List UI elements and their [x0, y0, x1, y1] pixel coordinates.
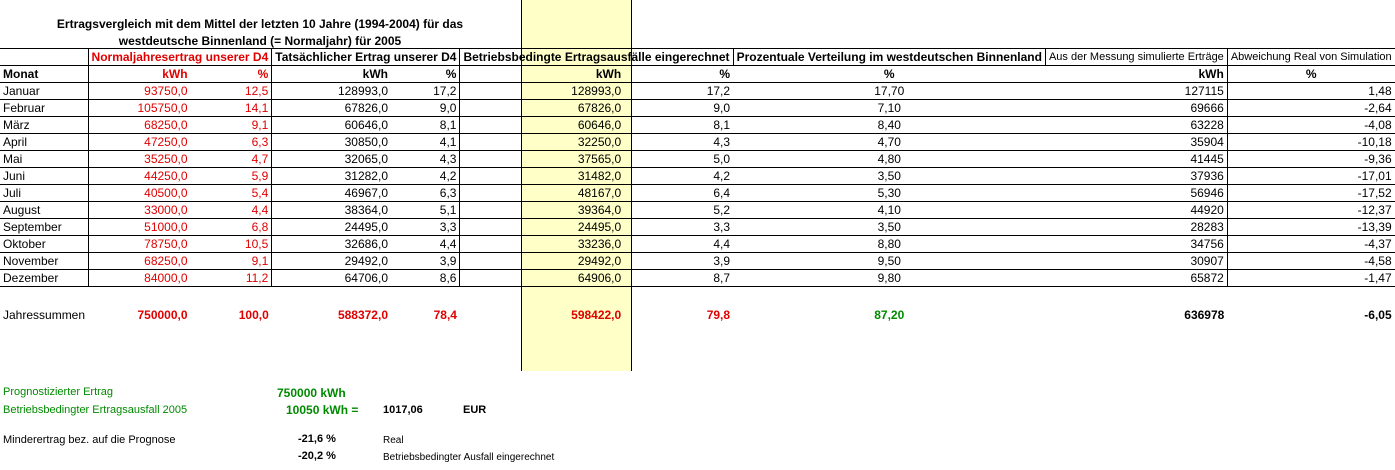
cell-month: November — [0, 253, 88, 270]
cell-sim: 69666 — [1045, 100, 1227, 117]
cell-actual-kwh: 29492,0 — [272, 253, 391, 270]
cell-normal-pct: 12,5 — [191, 83, 272, 100]
cell-op-kwh: 24495,0 — [460, 219, 624, 236]
cell-dist: 7,10 — [733, 100, 1045, 117]
header-row — [0, 49, 1395, 66]
cell-dist: 4,80 — [733, 151, 1045, 168]
table-row — [0, 270, 1395, 287]
cell-actual-pct: 4,4 — [391, 236, 460, 253]
unit-normal-kwh: kWh — [88, 66, 191, 83]
cell-sim: 35904 — [1045, 134, 1227, 151]
totals-op-kwh: 598422,0 — [571, 308, 622, 322]
cell-dev: -17,01 — [1227, 168, 1394, 185]
cell-op-pct: 6,4 — [624, 185, 733, 202]
totals-dist: 87,20 — [874, 308, 905, 322]
cell-actual-kwh: 128993,0 — [272, 83, 391, 100]
shortfall-op: -20,2 % — [298, 450, 336, 462]
totals-dev: -6,05 — [1364, 308, 1392, 322]
shortfall-real: -21,6 % — [298, 433, 336, 445]
cell-dev: -10,18 — [1227, 134, 1394, 151]
cell-normal-pct: 4,7 — [191, 151, 272, 168]
cell-month: März — [0, 117, 88, 134]
unit-op-pct: % — [624, 66, 733, 83]
unit-sim-kwh: kWh — [1045, 66, 1227, 83]
cell-actual-pct: 8,6 — [391, 270, 460, 287]
yield-table — [0, 48, 1395, 323]
cell-op-pct: 4,3 — [624, 134, 733, 151]
cell-dist: 3,50 — [733, 168, 1045, 185]
cell-actual-pct: 3,9 — [391, 253, 460, 270]
cell-normal-kwh: 78750,0 — [88, 236, 191, 253]
cell-normal-pct: 11,2 — [191, 270, 272, 287]
cell-dist: 8,80 — [733, 236, 1045, 253]
unit-dist-pct: % — [733, 66, 1045, 83]
cell-dev: -4,37 — [1227, 236, 1394, 253]
cell-actual-pct: 4,3 — [391, 151, 460, 168]
unit-actual-pct: % — [391, 66, 460, 83]
cell-actual-kwh: 64706,0 — [272, 270, 391, 287]
cell-dev: -2,64 — [1227, 100, 1394, 117]
cell-month: Dezember — [0, 270, 88, 287]
cell-actual-kwh: 32065,0 — [272, 151, 391, 168]
cell-op-kwh: 48167,0 — [460, 185, 624, 202]
spacer-row — [0, 287, 1395, 308]
cell-normal-kwh: 105750,0 — [88, 100, 191, 117]
cell-actual-kwh: 30850,0 — [272, 134, 391, 151]
table-row — [0, 100, 1395, 117]
unit-normal-pct: % — [191, 66, 272, 83]
shortfall-label: Minderertrag bez. auf die Prognose — [3, 434, 176, 446]
shortfall-real-label: Real — [383, 435, 404, 446]
cell-sim: 41445 — [1045, 151, 1227, 168]
cell-dist: 9,80 — [733, 270, 1045, 287]
table-row — [0, 168, 1395, 185]
cell-normal-kwh: 35250,0 — [88, 151, 191, 168]
cell-actual-kwh: 38364,0 — [272, 202, 391, 219]
cell-sim: 37936 — [1045, 168, 1227, 185]
cell-op-pct: 3,3 — [624, 219, 733, 236]
cell-op-pct: 5,2 — [624, 202, 733, 219]
month-rows — [0, 83, 1395, 287]
cell-actual-kwh: 46967,0 — [272, 185, 391, 202]
cell-op-kwh: 32250,0 — [460, 134, 624, 151]
table-row — [0, 219, 1395, 236]
title-line-2: westdeutsche Binnenland (= Normaljahr) für 2005 — [118, 34, 402, 48]
header-month-blank — [0, 49, 88, 66]
cell-normal-pct: 4,4 — [191, 202, 272, 219]
totals-op-pct: 79,8 — [706, 308, 731, 322]
cell-sim: 127115 — [1045, 83, 1227, 100]
table-row — [0, 151, 1395, 168]
table-row — [0, 134, 1395, 151]
cell-sim: 56946 — [1045, 185, 1227, 202]
cell-op-kwh: 37565,0 — [460, 151, 624, 168]
cell-normal-kwh: 93750,0 — [88, 83, 191, 100]
cell-actual-pct: 4,1 — [391, 134, 460, 151]
cell-month: August — [0, 202, 88, 219]
cell-actual-kwh: 60646,0 — [272, 117, 391, 134]
header-normal: Normaljahresertrag unserer D4 — [88, 49, 272, 66]
unit-dev-pct: % — [1227, 66, 1394, 83]
cell-sim: 65872 — [1045, 270, 1227, 287]
cell-op-pct: 9,0 — [624, 100, 733, 117]
cell-sim: 34756 — [1045, 236, 1227, 253]
loss-eur-unit: EUR — [463, 404, 487, 416]
unit-actual-kwh: kWh — [272, 66, 391, 83]
cell-normal-kwh: 84000,0 — [88, 270, 191, 287]
table-row — [0, 236, 1395, 253]
totals-actual-pct: 78,4 — [433, 308, 457, 322]
cell-actual-kwh: 67826,0 — [272, 100, 391, 117]
cell-actual-pct: 8,1 — [391, 117, 460, 134]
cell-actual-kwh: 31282,0 — [272, 168, 391, 185]
cell-op-pct: 17,2 — [624, 83, 733, 100]
totals-row — [0, 307, 1395, 323]
cell-dev: -9,36 — [1227, 151, 1394, 168]
cell-op-pct: 4,2 — [624, 168, 733, 185]
header-deviation: Abweichung Real von Simulation — [1227, 49, 1394, 66]
header-operational: Betriebsbedingte Ertragsausfälle eingerechnet — [460, 49, 733, 66]
loss-eur-value: 1017,06 — [383, 404, 423, 416]
cell-sim: 44920 — [1045, 202, 1227, 219]
cell-sim: 30907 — [1045, 253, 1227, 270]
cell-dist: 5,30 — [733, 185, 1045, 202]
header-actual: Tatsächlicher Ertrag unserer D4 — [272, 49, 460, 66]
table-row — [0, 202, 1395, 219]
cell-dev: 1,48 — [1227, 83, 1394, 100]
cell-op-pct: 8,7 — [624, 270, 733, 287]
forecast-label: Prognostizierter Ertrag — [3, 386, 114, 398]
cell-dist: 8,40 — [733, 117, 1045, 134]
cell-normal-kwh: 40500,0 — [88, 185, 191, 202]
cell-dist: 9,50 — [733, 253, 1045, 270]
cell-actual-pct: 17,2 — [391, 83, 460, 100]
cell-sim: 28283 — [1045, 219, 1227, 236]
cell-actual-pct: 5,1 — [391, 202, 460, 219]
shortfall-op-label: Betriebsbedingter Ausfall eingerechnet — [383, 452, 555, 463]
totals-normal-kwh: 750000,0 — [137, 308, 188, 322]
cell-sim: 63228 — [1045, 117, 1227, 134]
cell-op-kwh: 67826,0 — [460, 100, 624, 117]
table-row — [0, 117, 1395, 134]
cell-actual-kwh: 24495,0 — [272, 219, 391, 236]
header-distribution: Prozentuale Verteilung im westdeutschen Binnenland — [733, 49, 1045, 66]
totals-actual-kwh: 588372,0 — [337, 308, 388, 322]
cell-normal-kwh: 47250,0 — [88, 134, 191, 151]
loss-value: 10050 kWh = — [286, 403, 359, 417]
header-simulated: Aus der Messung simulierte Erträge — [1045, 49, 1227, 66]
cell-normal-pct: 5,9 — [191, 168, 272, 185]
cell-dev: -1,47 — [1227, 270, 1394, 287]
cell-op-kwh: 128993,0 — [460, 83, 624, 100]
cell-op-kwh: 31482,0 — [460, 168, 624, 185]
cell-op-kwh: 60646,0 — [460, 117, 624, 134]
table-row — [0, 185, 1395, 202]
totals-sim: 636978 — [1184, 308, 1225, 322]
cell-actual-pct: 6,3 — [391, 185, 460, 202]
unit-op-kwh: kWh — [460, 66, 624, 83]
cell-month: Oktober — [0, 236, 88, 253]
totals-normal-pct: 100,0 — [238, 308, 269, 322]
cell-normal-kwh: 51000,0 — [88, 219, 191, 236]
cell-month: September — [0, 219, 88, 236]
cell-month: Juni — [0, 168, 88, 185]
cell-op-pct: 8,1 — [624, 117, 733, 134]
cell-month: April — [0, 134, 88, 151]
totals-label: Jahressummen — [3, 308, 86, 322]
cell-dist: 17,70 — [733, 83, 1045, 100]
cell-op-kwh: 39364,0 — [460, 202, 624, 219]
table-row — [0, 253, 1395, 270]
cell-dist: 4,10 — [733, 202, 1045, 219]
table-row — [0, 83, 1395, 100]
units-row — [0, 66, 1395, 83]
cell-op-kwh: 29492,0 — [460, 253, 624, 270]
cell-normal-pct: 5,4 — [191, 185, 272, 202]
cell-op-pct: 5,0 — [624, 151, 733, 168]
cell-actual-pct: 9,0 — [391, 100, 460, 117]
cell-dev: -13,39 — [1227, 219, 1394, 236]
cell-dist: 4,70 — [733, 134, 1045, 151]
cell-actual-kwh: 32686,0 — [272, 236, 391, 253]
cell-dev: -12,37 — [1227, 202, 1394, 219]
cell-normal-kwh: 44250,0 — [88, 168, 191, 185]
cell-normal-kwh: 68250,0 — [88, 117, 191, 134]
title-line-1: Ertragsvergleich mit dem Mittel der letzten 10 Jahre (1994-2004) für das — [56, 17, 464, 31]
cell-normal-pct: 9,1 — [191, 253, 272, 270]
forecast-value: 750000 kWh — [277, 386, 346, 400]
cell-op-kwh: 33236,0 — [460, 236, 624, 253]
cell-dist: 3,50 — [733, 219, 1045, 236]
unit-month: Monat — [0, 66, 88, 83]
cell-op-pct: 3,9 — [624, 253, 733, 270]
cell-normal-pct: 6,3 — [191, 134, 272, 151]
cell-normal-kwh: 68250,0 — [88, 253, 191, 270]
cell-actual-pct: 4,2 — [391, 168, 460, 185]
cell-normal-pct: 14,1 — [191, 100, 272, 117]
cell-dev: -17,52 — [1227, 185, 1394, 202]
cell-month: Mai — [0, 151, 88, 168]
cell-normal-pct: 6,8 — [191, 219, 272, 236]
cell-normal-pct: 10,5 — [191, 236, 272, 253]
cell-actual-pct: 3,3 — [391, 219, 460, 236]
cell-month: Februar — [0, 100, 88, 117]
cell-normal-kwh: 33000,0 — [88, 202, 191, 219]
cell-month: Juli — [0, 185, 88, 202]
cell-normal-pct: 9,1 — [191, 117, 272, 134]
cell-month: Januar — [0, 83, 88, 100]
cell-op-kwh: 64906,0 — [460, 270, 624, 287]
loss-label: Betriebsbedingter Ertragsausfall 2005 — [3, 404, 188, 416]
cell-op-pct: 4,4 — [624, 236, 733, 253]
cell-dev: -4,58 — [1227, 253, 1394, 270]
cell-dev: -4,08 — [1227, 117, 1394, 134]
